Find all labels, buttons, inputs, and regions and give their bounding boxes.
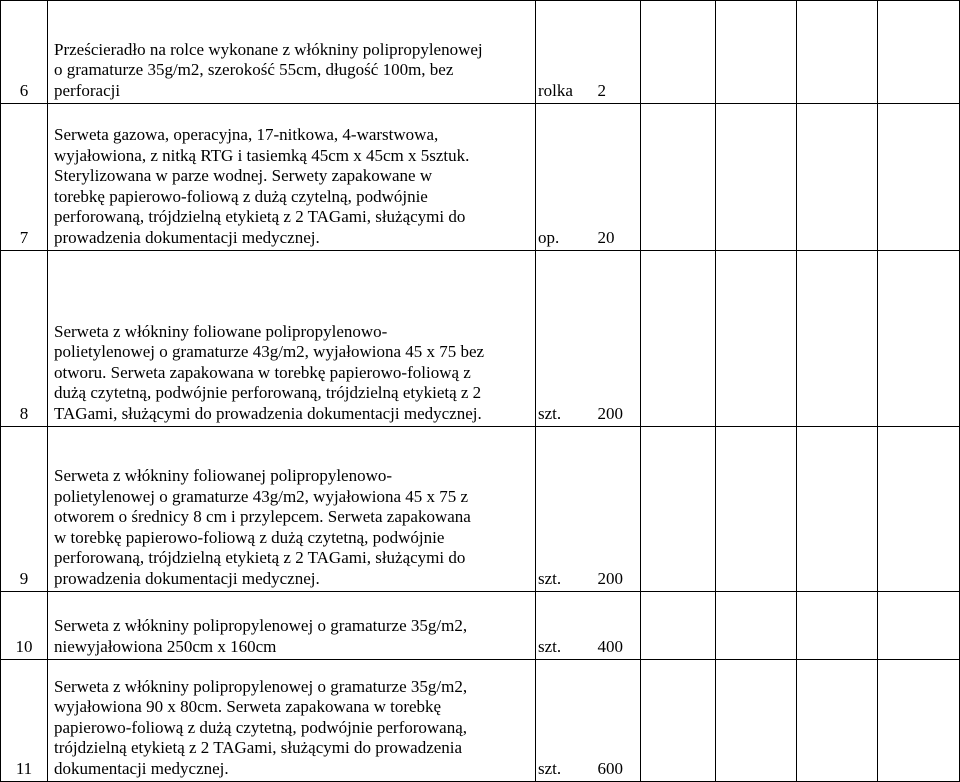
- empty-cell: [716, 1, 797, 104]
- row-number: 7: [1, 104, 48, 251]
- empty-cell: [641, 251, 716, 427]
- description-line: Sterylizowana w parze wodnej. Serwety zapakowane w: [54, 166, 433, 185]
- description-line: dużą czytetną, podwójnie perforowaną, trójdzielną etykietą z 2: [54, 383, 482, 402]
- empty-cell: [716, 660, 797, 782]
- empty-cell: [641, 1, 716, 104]
- table-row: [1, 1, 960, 104]
- description-line: papierowo-foliową z dużą czytetną, podwójnie perforowaną,: [54, 717, 468, 737]
- row-number: 8: [1, 251, 48, 427]
- row-number: 6: [1, 1, 48, 104]
- table-body: [1, 1, 960, 782]
- description-line: Serweta z włókniny polipropylenowej o gramaturze 35g/m2,: [54, 676, 468, 696]
- description-line: dokumentacji medycznej.: [54, 758, 229, 778]
- unit-of-measure: op.: [536, 104, 598, 251]
- empty-cell: [716, 251, 797, 427]
- description-line: polietylenowej o gramaturze 43g/m2, wyjałowiona 45 x 75 bez: [54, 342, 485, 361]
- description-line: perforacji: [54, 80, 121, 100]
- unit-of-measure: szt.: [536, 251, 598, 427]
- empty-cell: [716, 427, 797, 592]
- description-line: wyjałowiona 90 x 80cm. Serweta zapakowana w torebkę: [54, 697, 442, 716]
- item-description: [48, 104, 536, 251]
- quantity: 600: [598, 660, 641, 782]
- description-line: prowadzenia dokumentacji medycznej.: [54, 568, 320, 588]
- empty-cell: [716, 592, 797, 660]
- item-description: [48, 592, 536, 660]
- empty-cell: [878, 104, 960, 251]
- empty-cell: [641, 660, 716, 782]
- unit-of-measure: rolka: [536, 1, 598, 104]
- description-line: polietylenowej o gramaturze 43g/m2, wyjałowiona 45 x 75 z: [54, 486, 469, 506]
- quantity: 2: [598, 1, 641, 104]
- description-line: prowadzenia dokumentacji medycznej.: [54, 227, 320, 247]
- empty-cell: [878, 251, 960, 427]
- quantity: 400: [598, 592, 641, 660]
- description-line: TAGami, służącymi do prowadzenia dokumentacji medycznej.: [54, 403, 482, 423]
- quantity: 200: [598, 427, 641, 592]
- empty-cell: [797, 104, 878, 251]
- row-number: 11: [1, 660, 48, 782]
- row-number: 9: [1, 427, 48, 592]
- empty-cell: [641, 592, 716, 660]
- item-description: [48, 251, 536, 427]
- description-line: perforowaną, trójdzielną etykietą z 2 TAGami, służącymi do: [54, 548, 466, 567]
- empty-cell: [797, 427, 878, 592]
- empty-cell: [716, 104, 797, 251]
- description-line: Prześcieradło na rolce wykonane z włókniny polipropylenowej: [54, 39, 483, 59]
- table-row: [1, 427, 960, 592]
- unit-of-measure: szt.: [536, 592, 598, 660]
- empty-cell: [878, 1, 960, 104]
- table-row: [1, 104, 960, 251]
- table-row: [1, 660, 960, 782]
- row-number: 10: [1, 592, 48, 660]
- empty-cell: [878, 660, 960, 782]
- description-line: o gramaturze 35g/m2, szerokość 55cm, długość 100m, bez: [54, 60, 454, 79]
- description-line: Serweta z włókniny polipropylenowej o gramaturze 35g/m2,: [54, 616, 468, 635]
- description-line: otworu. Serweta zapakowana w torebkę papierowo-foliową z: [54, 362, 471, 382]
- empty-cell: [797, 251, 878, 427]
- empty-cell: [797, 660, 878, 782]
- empty-cell: [878, 427, 960, 592]
- description-line: w torebkę papierowo-foliową z dużą czytetną, podwójnie: [54, 527, 445, 547]
- description-line: Serweta z włókniny foliowane polipropylenowo-: [54, 321, 388, 341]
- description-line: niewyjałowiona 250cm x 160cm: [54, 636, 277, 656]
- table-row: [1, 251, 960, 427]
- empty-cell: [641, 427, 716, 592]
- item-description: [48, 660, 536, 782]
- empty-cell: [797, 592, 878, 660]
- description-line: torebkę papierowo-foliową z dużą czytelną, podwójnie: [54, 186, 428, 206]
- description-line: Serweta z włókniny foliowanej polipropylenowo-: [54, 466, 393, 485]
- description-line: wyjałowiona, z nitką RTG i tasiemką 45cm x 45cm x 5sztuk.: [54, 145, 470, 165]
- description-line: trójdzielną etykietą z 2 TAGami, służącymi do prowadzenia: [54, 738, 463, 757]
- quantity: 20: [598, 104, 641, 251]
- description-line: Serweta gazowa, operacyjna, 17-nitkowa, 4-warstwowa,: [54, 125, 439, 144]
- item-description: [48, 1, 536, 104]
- item-description: [48, 427, 536, 592]
- unit-of-measure: szt.: [536, 660, 598, 782]
- empty-cell: [641, 104, 716, 251]
- empty-cell: [797, 1, 878, 104]
- description-line: otworem o średnicy 8 cm i przylepcem. Serweta zapakowana: [54, 507, 471, 526]
- empty-cell: [878, 592, 960, 660]
- unit-of-measure: szt.: [536, 427, 598, 592]
- table-row: [1, 592, 960, 660]
- description-line: perforowaną, trójdzielną etykietą z 2 TAGami, służącymi do: [54, 207, 466, 226]
- quantity: 200: [598, 251, 641, 427]
